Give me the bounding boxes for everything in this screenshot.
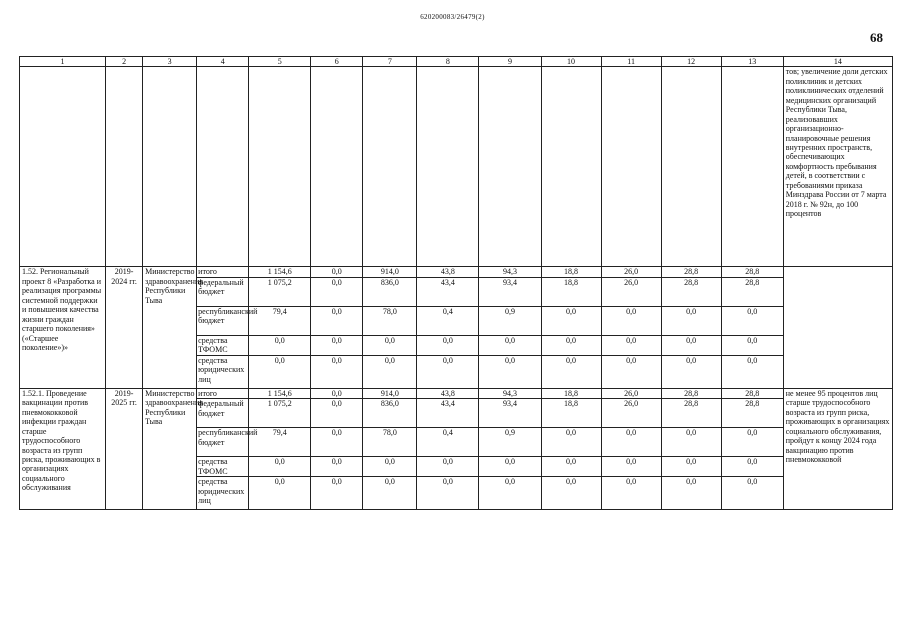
value-cell: 0,0: [311, 388, 363, 398]
event-period: 2019-2024 гг.: [106, 267, 143, 388]
value-cell: 18,8: [541, 399, 601, 428]
value-cell: 0,0: [541, 428, 601, 457]
header-cell: 13: [721, 57, 783, 67]
value-cell: 0,0: [311, 306, 363, 335]
value-cell: 93,4: [479, 399, 541, 428]
value-cell: 0,0: [721, 335, 783, 355]
continuation-result-text: тов; увеличение доли детских поликлиник и детских поликлинических отделений медицинских организаций Республики Тыва, реализовавших организационно-планировочные решения внутренних пространств, обеспечивающих комфортность пребывания детей, в соответствии с требованиями приказа Минздрава России от 7 марта 2018 г. № 92н, до 100 процентов: [783, 67, 892, 267]
header-cell: 12: [661, 57, 721, 67]
value-cell: 43,8: [417, 388, 479, 398]
value-cell: 28,8: [721, 388, 783, 398]
funding-source: итого: [197, 388, 249, 398]
value-cell: 0,0: [601, 306, 661, 335]
value-cell: 0,0: [661, 306, 721, 335]
event-result: [783, 267, 892, 388]
value-cell: 0,0: [479, 477, 541, 510]
budget-table: [19, 56, 893, 510]
value-cell: 0,0: [479, 457, 541, 477]
value-cell: 43,4: [417, 399, 479, 428]
funding-source: средства юридических лиц: [197, 355, 249, 388]
value-cell: 0,0: [363, 457, 417, 477]
value-cell: 0,0: [661, 355, 721, 388]
value-cell: 94,3: [479, 388, 541, 398]
value-cell: 0,0: [311, 457, 363, 477]
value-cell: 0,0: [721, 355, 783, 388]
funding-source: итого: [197, 267, 249, 277]
value-cell: 26,0: [601, 388, 661, 398]
funding-source: республиканский бюджет: [197, 428, 249, 457]
value-cell: 28,8: [721, 277, 783, 306]
value-cell: 1 075,2: [249, 277, 311, 306]
header-row: [20, 57, 893, 67]
value-cell: 26,0: [601, 277, 661, 306]
value-cell: 836,0: [363, 277, 417, 306]
value-cell: 0,0: [661, 428, 721, 457]
value-cell: 78,0: [363, 428, 417, 457]
page-number: 68: [870, 30, 883, 45]
value-cell: 0,0: [541, 457, 601, 477]
value-cell: 0,0: [601, 428, 661, 457]
value-cell: 0,0: [541, 306, 601, 335]
value-cell: 0,0: [541, 477, 601, 510]
value-cell: 0,0: [417, 477, 479, 510]
event-executor: Министерство здравоохранения Республики Тыва: [143, 267, 197, 388]
header-cell: 8: [417, 57, 479, 67]
value-cell: 79,4: [249, 428, 311, 457]
value-cell: 0,4: [417, 306, 479, 335]
value-cell: 0,0: [249, 457, 311, 477]
value-cell: 28,8: [661, 267, 721, 277]
value-cell: 0,0: [721, 457, 783, 477]
value-cell: 1 075,2: [249, 399, 311, 428]
value-cell: 18,8: [541, 388, 601, 398]
value-cell: 0,0: [311, 477, 363, 510]
value-cell: 0,0: [311, 267, 363, 277]
header-cell: 7: [363, 57, 417, 67]
funding-source: средства юридических лиц: [197, 477, 249, 510]
value-cell: 0,0: [601, 335, 661, 355]
document-id: 620200083/26479(2): [420, 13, 485, 21]
funding-source: республиканский бюджет: [197, 306, 249, 335]
value-cell: 28,8: [661, 277, 721, 306]
funding-source: федеральный бюджет: [197, 277, 249, 306]
header-cell: 2: [106, 57, 143, 67]
value-cell: 18,8: [541, 277, 601, 306]
value-cell: 0,9: [479, 428, 541, 457]
value-cell: 0,0: [417, 355, 479, 388]
value-cell: 0,0: [311, 428, 363, 457]
value-cell: 18,8: [541, 267, 601, 277]
event-name: 1.52. Региональный проект 8 «Разработка и реализация программы системной поддержки и повышения качества жизни граждан старшего поколения» («Старшее поколение»)»: [20, 267, 106, 388]
value-cell: 0,0: [311, 399, 363, 428]
value-cell: 0,0: [363, 477, 417, 510]
value-cell: 836,0: [363, 399, 417, 428]
value-cell: 28,8: [721, 267, 783, 277]
value-cell: 0,0: [249, 477, 311, 510]
value-cell: 0,0: [417, 457, 479, 477]
continuation-row: [20, 67, 893, 267]
header-cell: 9: [479, 57, 541, 67]
value-cell: 94,3: [479, 267, 541, 277]
value-cell: 0,4: [417, 428, 479, 457]
header-cell: 11: [601, 57, 661, 67]
value-cell: 43,8: [417, 267, 479, 277]
value-cell: 0,0: [311, 277, 363, 306]
header-cell: 5: [249, 57, 311, 67]
header-cell: 1: [20, 57, 106, 67]
value-cell: 0,0: [417, 335, 479, 355]
value-cell: 28,8: [721, 399, 783, 428]
value-cell: 0,0: [541, 355, 601, 388]
value-cell: 0,0: [661, 457, 721, 477]
header-cell: 14: [783, 57, 892, 67]
table-row: [20, 388, 893, 398]
table-row: [20, 267, 893, 277]
event-result: не менее 95 процентов лиц старше трудоспособного возраста из групп риска, проживающих в организациях социального обслуживания, пройдут к концу 2024 года вакцинацию против пневмококковой: [783, 388, 892, 509]
value-cell: 0,0: [311, 355, 363, 388]
value-cell: 0,0: [311, 335, 363, 355]
value-cell: 0,0: [363, 335, 417, 355]
value-cell: 0,0: [721, 477, 783, 510]
value-cell: 0,0: [721, 306, 783, 335]
value-cell: 26,0: [601, 399, 661, 428]
header-cell: 4: [197, 57, 249, 67]
event-executor: Министерство здравоохранения Республики Тыва: [143, 388, 197, 509]
funding-source: федеральный бюджет: [197, 399, 249, 428]
funding-source: средства ТФОМС: [197, 335, 249, 355]
value-cell: 93,4: [479, 277, 541, 306]
value-cell: 0,0: [601, 355, 661, 388]
funding-source: средства ТФОМС: [197, 457, 249, 477]
value-cell: 78,0: [363, 306, 417, 335]
value-cell: 0,0: [479, 335, 541, 355]
value-cell: 0,0: [661, 335, 721, 355]
value-cell: 914,0: [363, 267, 417, 277]
value-cell: 0,0: [721, 428, 783, 457]
value-cell: 28,8: [661, 399, 721, 428]
value-cell: 26,0: [601, 267, 661, 277]
event-name: 1.52.1. Проведение вакцинации против пневмококковой инфекции граждан старше трудоспособного возраста из групп риска, проживающих в организациях социального обслуживания: [20, 388, 106, 509]
value-cell: 0,0: [601, 477, 661, 510]
value-cell: 0,0: [249, 335, 311, 355]
value-cell: 1 154,6: [249, 267, 311, 277]
header-cell: 10: [541, 57, 601, 67]
header-cell: 6: [311, 57, 363, 67]
value-cell: 914,0: [363, 388, 417, 398]
value-cell: 0,0: [363, 355, 417, 388]
value-cell: 0,9: [479, 306, 541, 335]
value-cell: 0,0: [479, 355, 541, 388]
value-cell: 1 154,6: [249, 388, 311, 398]
value-cell: 0,0: [661, 477, 721, 510]
value-cell: 79,4: [249, 306, 311, 335]
value-cell: 0,0: [249, 355, 311, 388]
event-period: 2019-2025 гг.: [106, 388, 143, 509]
value-cell: 0,0: [601, 457, 661, 477]
header-cell: 3: [143, 57, 197, 67]
value-cell: 28,8: [661, 388, 721, 398]
value-cell: 43,4: [417, 277, 479, 306]
value-cell: 0,0: [541, 335, 601, 355]
